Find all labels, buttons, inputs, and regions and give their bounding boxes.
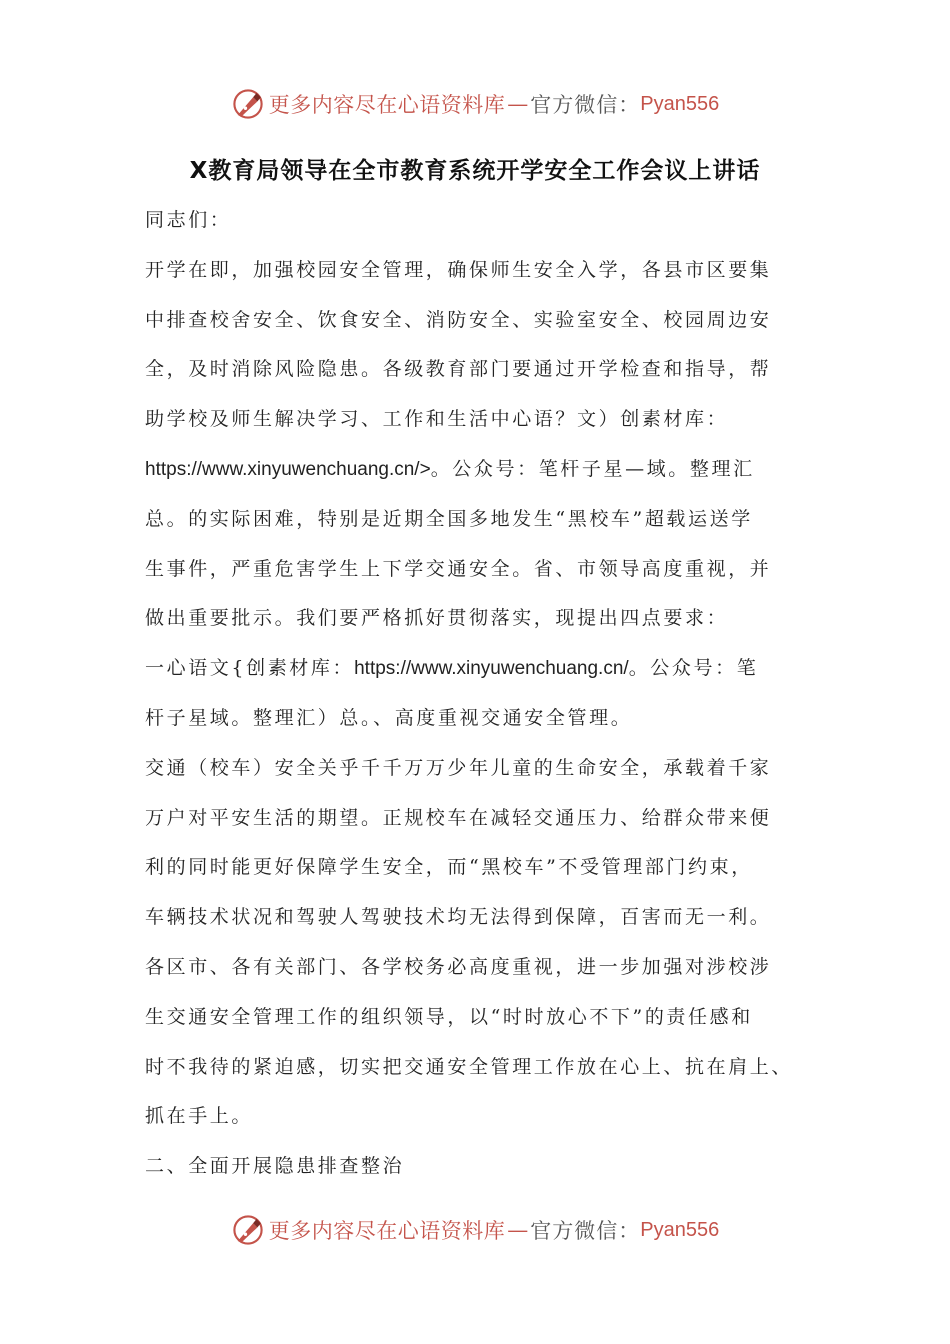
wechat-id: Pyan556 (640, 1218, 720, 1241)
text-segment: 交通（校车）安全关乎千千万万少年儿童的生命安全，承载着千家 (145, 756, 772, 779)
text-segment: 中排查校舍安全、饮食安全、消防安全、实验室安全、校园周边安 (145, 308, 772, 331)
text-segment: 抓在手上。 (145, 1105, 254, 1128)
official-wechat-label: 官方微信： (530, 1219, 641, 1243)
text-line (145, 549, 825, 599)
text-segment: 开学在即，加强校园安全管理，确保师生安全入学，各县市区要集 (145, 258, 772, 281)
document-title: X教育局领导在全市教育系统开学安全工作会议上讲话 (189, 158, 761, 184)
text-line (145, 300, 825, 350)
text-segment: 万户对平安生活的期望。正规校车在减轻交通压力、给群众带来便 (145, 806, 772, 829)
text-line (145, 997, 825, 1047)
text-line (145, 897, 825, 947)
official-wechat-label: 官方微信： (530, 93, 641, 117)
header-banner (0, 82, 950, 126)
text-segment: 一心语文{创素材库： (145, 657, 355, 680)
text-line (145, 1146, 825, 1196)
text-line (145, 1047, 825, 1097)
text-segment: 做出重要批示。我们要严格抓好贯彻落实，现提出四点要求： (145, 607, 729, 630)
text-line (145, 648, 825, 698)
text-segment: 。公众号：笔杆子星—域。整理汇 (430, 457, 755, 480)
text-line (145, 1096, 825, 1146)
text-segment: 时不我待的紧迫感，切实把交通安全管理工作放在心上、抗在肩上、 (145, 1055, 794, 1078)
text-line (145, 449, 825, 499)
text-segment: 利的同时能更好保障学生安全，而“黑校车”不受管理部门约束， (145, 856, 753, 879)
text-segment: 生事件，严重危害学生上下学交通安全。省、市领导高度重视，并 (145, 557, 772, 580)
text-line (145, 349, 825, 399)
text-segment: 。公众号：笔 (628, 657, 759, 680)
text-segment: 车辆技术状况和驾驶人驾驶技术均无法得到保障，百害而无一利。 (145, 906, 772, 929)
text-line (145, 250, 825, 300)
document-body (145, 200, 825, 1196)
brand-text: 更多内容尽在心语资料库 (268, 1219, 506, 1243)
pen-nib-logo-icon (231, 87, 265, 121)
text-line (145, 499, 825, 549)
wechat-id: Pyan556 (640, 92, 720, 115)
footer-banner (0, 1208, 950, 1252)
text-segment: https://www.xinyuwenchuang.cn/> (145, 458, 431, 480)
text-line (145, 748, 825, 798)
text-segment: 助学校及师生解决学习、工作和生活中心语？文）创素材库： (145, 408, 729, 431)
text-segment: 生交通安全管理工作的组织领导，以“时时放心不下”的责任感和 (145, 1005, 753, 1028)
text-segment: 各区市、各有关部门、各学校务必高度重视，进一步加强对涉校涉 (145, 955, 772, 978)
text-line (145, 698, 825, 748)
text-segment: 杆子星域。整理汇）总。、高度重视交通安全管理。 (145, 706, 633, 729)
text-line (145, 399, 825, 449)
pen-nib-logo-icon (231, 1213, 265, 1247)
text-line (145, 847, 825, 897)
text-segment: 同志们： (145, 209, 232, 231)
text-segment: 总。的实际困难，特别是近期全国多地发生“黑校车”超载运送学 (145, 507, 753, 530)
banner-dash: — (507, 92, 529, 116)
text-segment: 二、全面开展隐患排查整治 (145, 1155, 405, 1178)
text-line (145, 947, 825, 997)
brand-text: 更多内容尽在心语资料库 (268, 93, 506, 117)
text-line (145, 200, 825, 250)
banner-dash: — (507, 1218, 529, 1242)
text-segment: https://www.xinyuwenchuang.cn/ (354, 658, 629, 680)
text-line (145, 598, 825, 648)
text-segment: 全，及时消除风险隐患。各级教育部门要通过开学检查和指导，帮 (145, 358, 772, 381)
text-line (145, 798, 825, 848)
